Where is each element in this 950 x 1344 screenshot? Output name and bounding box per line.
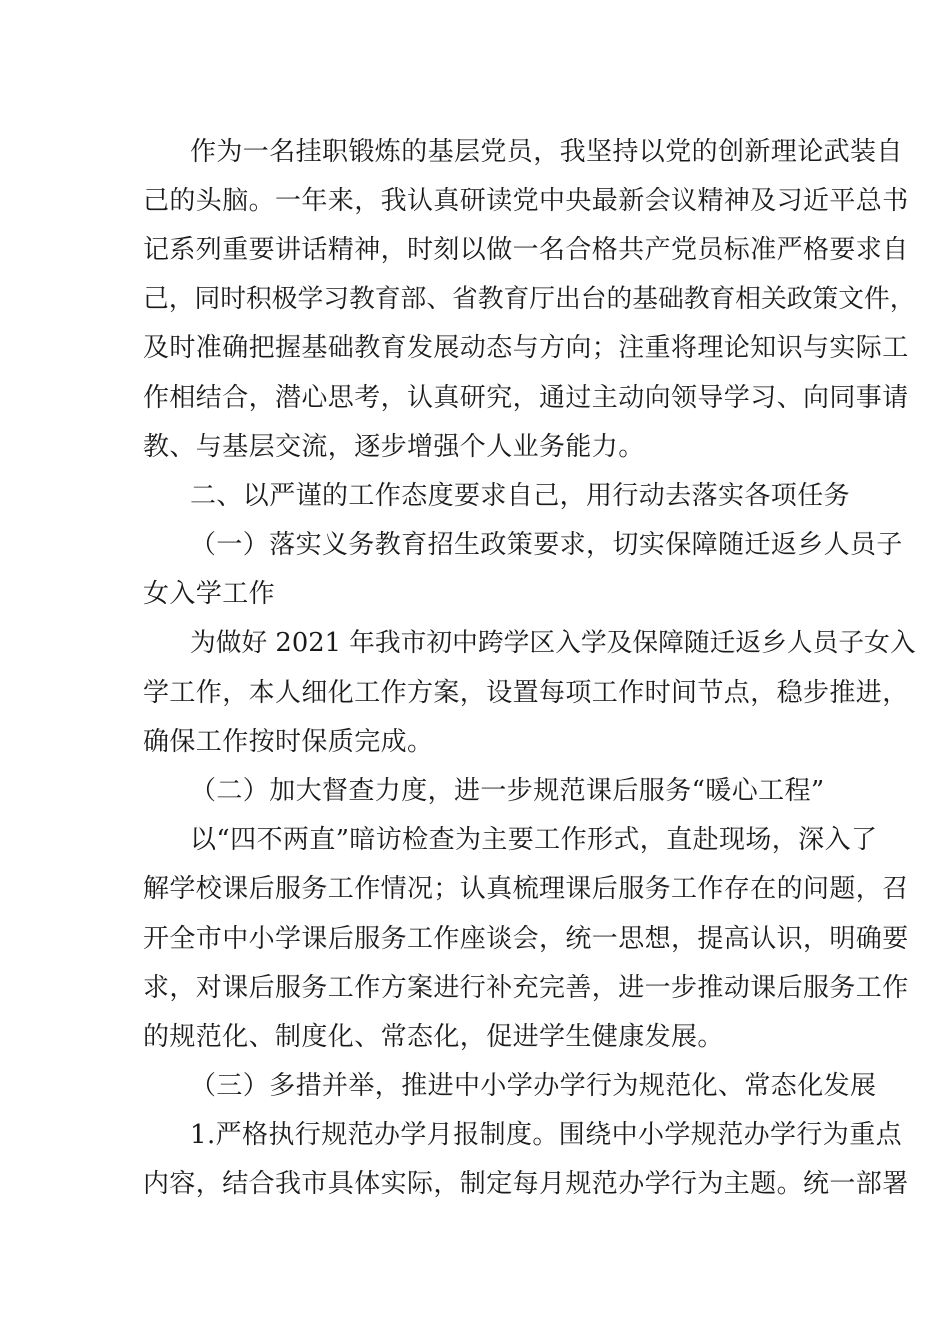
paragraph-line: 及时准确把握基础教育发展动态与方向；注重将理论知识与实际工	[143, 333, 909, 363]
paragraph-line: 内容，结合我市具体实际，制定每月规范办学行为主题。统一部署	[143, 1169, 909, 1199]
paragraph-line: 己，同时积极学习教育部、省教育厅出台的基础教育相关政策文件，	[143, 284, 916, 314]
subsection-heading: （一）落实义务教育招生政策要求，切实保障随迁返乡人员子	[190, 530, 903, 560]
paragraph-line: 开全市中小学课后服务工作座谈会，统一思想，提高认识，明确要	[143, 924, 909, 954]
paragraph-line: 记系列重要讲话精神，时刻以做一名合格共产党员标准严格要求自	[143, 235, 909, 265]
paragraph-line: 为做好 2021 年我市初中跨学区入学及保障随迁返乡人员子女入	[190, 628, 916, 658]
paragraph-line: 的规范化、制度化、常态化，促进学生健康发展。	[143, 1022, 724, 1052]
paragraph-line: 确保工作按时保质完成。	[143, 727, 434, 757]
section-heading: 二、以严谨的工作态度要求自己，用行动去落实各项任务	[190, 481, 851, 511]
paragraph-line: 学工作，本人细化工作方案，设置每项工作时间节点，稳步推进，	[143, 678, 909, 708]
subsection-heading: （三）多措并举，推进中小学办学行为规范化、常态化发展	[190, 1071, 877, 1101]
paragraph-line: 己的头脑。一年来，我认真研读党中央最新会议精神及习近平总书	[143, 186, 909, 216]
subsection-heading: 女入学工作	[143, 579, 276, 609]
subsection-heading: （二）加大督查力度，进一步规范课后服务“暖心工程”	[190, 776, 825, 806]
paragraph-line: 教、与基层交流，逐步增强个人业务能力。	[143, 432, 645, 462]
paragraph-line: 作为一名挂职锻炼的基层党员，我坚持以党的创新理论武装自	[190, 137, 903, 167]
paragraph-line: 作相结合，潜心思考，认真研究，通过主动向领导学习、向同事请	[143, 383, 909, 413]
paragraph-line: 解学校课后服务工作情况；认真梳理课后服务工作存在的问题，召	[143, 874, 909, 904]
paragraph-line: 1.严格执行规范办学月报制度。围绕中小学规范办学行为重点	[190, 1120, 903, 1150]
paragraph-line: 求，对课后服务工作方案进行补充完善，进一步推动课后服务工作	[143, 973, 909, 1003]
paragraph-line: 以“四不两直”暗访检查为主要工作形式，直赴现场，深入了	[190, 825, 878, 855]
